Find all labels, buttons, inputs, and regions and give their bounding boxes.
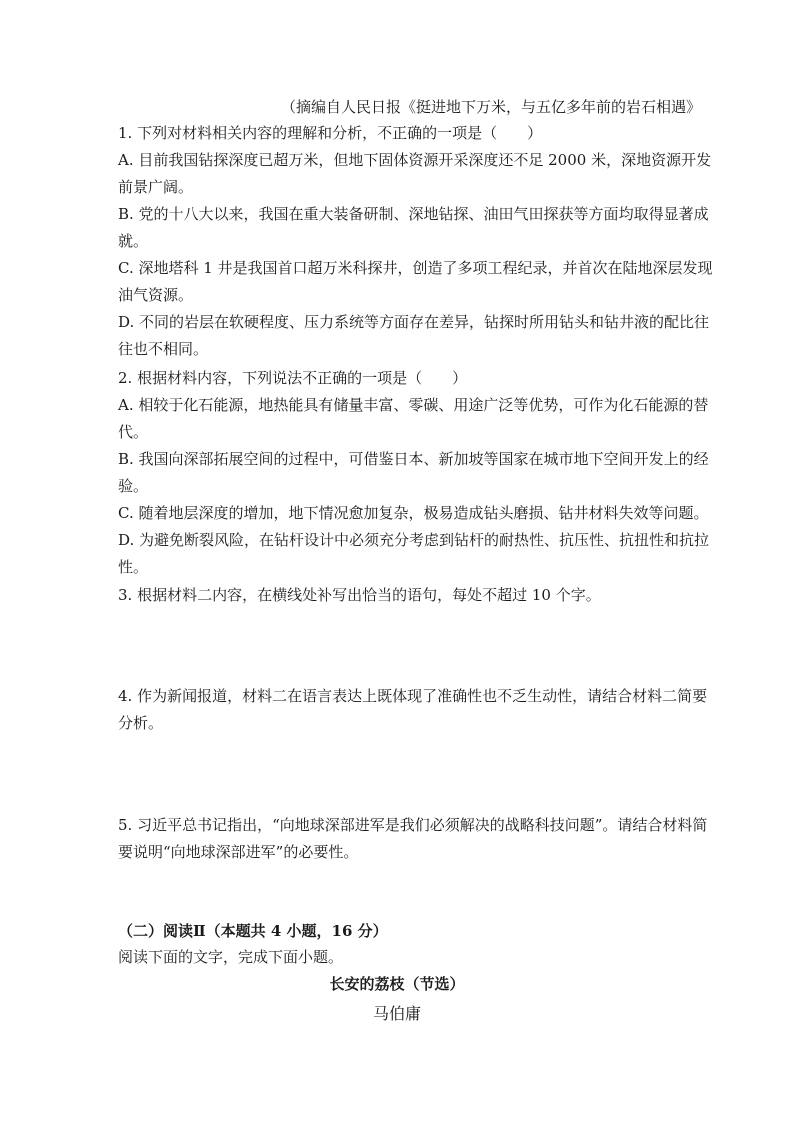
section-heading: （二）阅读Ⅱ（本题共 4 小题，16 分） xyxy=(118,922,388,940)
q2-stem: 2. 根据材料内容，下列说法不正确的一项是（ ） xyxy=(118,369,468,387)
article-author: 马伯庸 xyxy=(372,1004,421,1023)
q1-option-a: A. 目前我国钻探深度已超万米，但地下固体资源开采深度还不足 2000 米，深地资源开发 xyxy=(118,151,712,169)
q4-stem: 4. 作为新闻报道，材料二在语言表达上既体现了准确性也不乏生动性，请结合材料二简要 xyxy=(118,687,708,705)
q2-option-d-cont: 性。 xyxy=(118,558,149,576)
q1-option-d: D. 不同的岩层在软硬程度、压力系统等方面存在差异，钻探时所用钻头和钻井液的配比往 xyxy=(118,313,710,331)
q1-stem: 1. 下列对材料相关内容的理解和分析，不正确的一项是（ ） xyxy=(118,124,543,142)
q1-option-a-cont: 前景广阔。 xyxy=(118,178,194,196)
q3-stem: 3. 根据材料二内容，在横线处补写出恰当的语句，每处不超过 10 个字。 xyxy=(118,586,601,604)
q5-stem-cont: 要说明“向地球深部进军”的必要性。 xyxy=(118,843,359,861)
q4-stem-cont: 分析。 xyxy=(118,714,164,732)
q2-option-a: A. 相较于化石能源，地热能具有储量丰富、零碳、用途广泛等优势，可作为化石能源的替 xyxy=(118,396,709,414)
source-citation: （摘编自人民日报《挺进地下万米，与五亿多年前的岩石相遇》 xyxy=(281,98,702,116)
q1-option-c-cont: 油气资源。 xyxy=(118,286,194,304)
section-instruction: 阅读下面的文字，完成下面小题。 xyxy=(118,948,344,966)
q2-option-d: D. 为避免断裂风险，在钻杆设计中必须充分考虑到钻杆的耐热性、抗压性、抗扭性和抗拉 xyxy=(118,531,710,549)
q2-option-a-cont: 代。 xyxy=(118,423,149,441)
article-title: 长安的荔枝（节选） xyxy=(329,975,465,993)
q1-option-b-cont: 就。 xyxy=(118,232,149,250)
q1-option-d-cont: 往也不相同。 xyxy=(118,340,209,358)
q1-option-b: B. 党的十八大以来，我国在重大装备研制、深地钻探、油田气田探获等方面均取得显著成 xyxy=(118,205,709,223)
q2-option-b: B. 我国向深部拓展空间的过程中，可借鉴日本、新加坡等国家在城市地下空间开发上的经 xyxy=(118,450,709,468)
q1-option-c: C. 深地塔科 1 井是我国首口超万米科探井，创造了多项工程纪录，并首次在陆地深层发现 xyxy=(118,259,713,277)
q2-option-b-cont: 验。 xyxy=(118,477,149,495)
q5-stem: 5. 习近平总书记指出，“向地球深部进军是我们必须解决的战略科技问题”。请结合材料简 xyxy=(118,816,708,834)
q2-option-c: C. 随着地层深度的增加，地下情况愈加复杂，极易造成钻头磨损、钻井材料失效等问题。 xyxy=(118,504,709,522)
